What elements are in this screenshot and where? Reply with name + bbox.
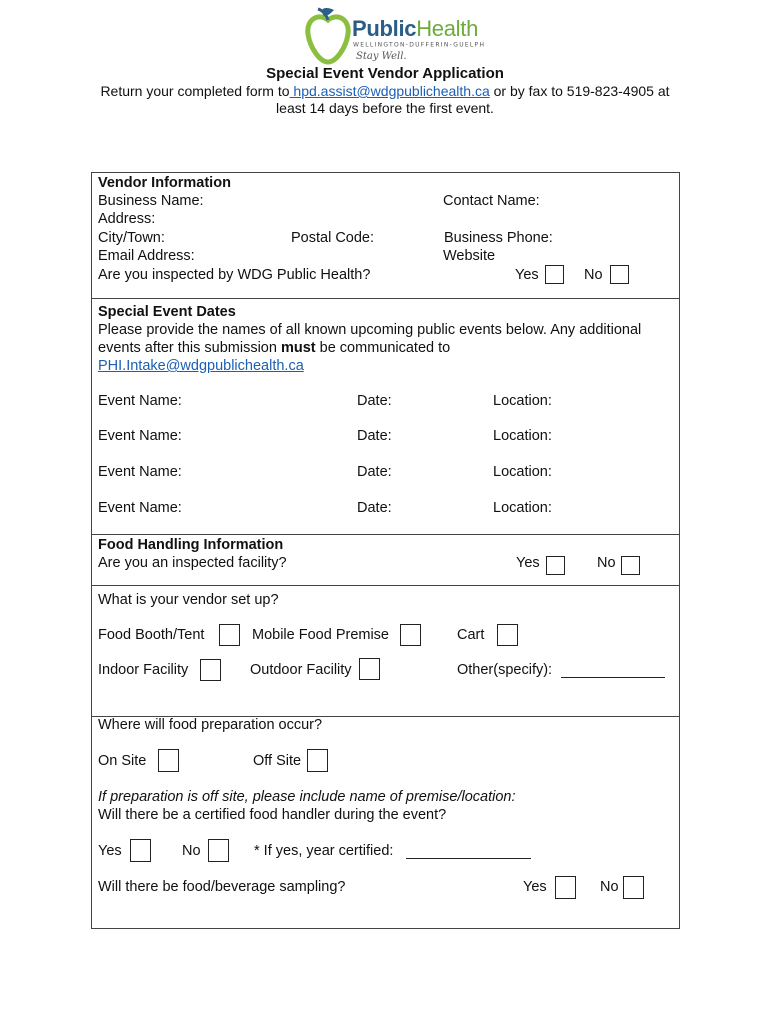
off-site-checkbox[interactable] (307, 749, 328, 772)
event-date-label: Date: (357, 428, 392, 444)
setup-question: What is your vendor set up? (98, 592, 279, 608)
business-name-label: Business Name: (98, 193, 204, 209)
public-health-logo (300, 4, 486, 66)
event-location-label: Location: (493, 393, 552, 409)
outdoor-facility-label: Outdoor Facility (250, 662, 352, 678)
event-location-label: Location: (493, 428, 552, 444)
sampling-yes-checkbox[interactable] (555, 876, 576, 899)
wdg-inspected-no-checkbox[interactable] (610, 265, 629, 284)
handler-no-label: No (182, 843, 201, 859)
food-handler-question: Will there be a certified food handler during the event? (98, 807, 447, 823)
section-divider (91, 298, 680, 299)
email-address-label: Email Address: (98, 248, 195, 264)
wdg-inspected-yes-label: Yes (515, 267, 539, 283)
food-heading: Food Handling Information (98, 537, 284, 553)
logo-name-public: Public (352, 16, 417, 41)
dates-intro-pre: events after this submission (98, 340, 281, 356)
event-name-label: Event Name: (98, 393, 182, 409)
inspected-facility-question: Are you an inspected facility? (98, 555, 287, 571)
dates-intro-line-2 (98, 339, 450, 357)
indoor-facility-label: Indoor Facility (98, 662, 189, 678)
other-specify-field[interactable] (561, 677, 665, 678)
section-divider (91, 534, 680, 535)
inspected-facility-no-label: No (597, 555, 616, 571)
postal-code-label: Postal Code: (291, 230, 375, 246)
assist-email-link[interactable]: hpd.assist@wdgpublichealth.ca (289, 83, 490, 99)
event-name-label: Event Name: (98, 500, 182, 516)
inspected-facility-no-checkbox[interactable] (621, 556, 640, 575)
dates-heading: Special Event Dates (98, 304, 236, 320)
event-name-label: Event Name: (98, 464, 182, 480)
handler-yes-label: Yes (98, 843, 122, 859)
event-location-label: Location: (493, 464, 552, 480)
prep-location-question: Where will food preparation occur? (98, 717, 323, 733)
other-specify-label: Other(specify): (457, 662, 553, 678)
cart-checkbox[interactable] (497, 624, 518, 646)
handler-yes-checkbox[interactable] (130, 839, 151, 862)
event-date-label: Date: (357, 464, 392, 480)
wdg-inspected-yes-checkbox[interactable] (545, 265, 564, 284)
offsite-note: If preparation is off site, please include name of premise/location: (98, 789, 516, 805)
city-label: City/Town: (98, 230, 165, 246)
address-label: Address: (98, 211, 156, 227)
outdoor-facility-checkbox[interactable] (359, 658, 380, 680)
instruction-prefix: Return your completed form to (100, 83, 290, 99)
apple-logo-icon (304, 6, 352, 66)
year-certified-label: * If yes, year certified: (254, 843, 394, 859)
wdg-inspected-no-label: No (584, 267, 603, 283)
indoor-facility-checkbox[interactable] (200, 659, 221, 681)
off-site-label: Off Site (253, 753, 302, 769)
dates-intro-line-1: Please provide the names of all known upcoming public events below. Any additional (98, 322, 642, 338)
inspected-facility-yes-label: Yes (516, 555, 540, 571)
food-booth-checkbox[interactable] (219, 624, 240, 646)
intake-email-wrap (98, 357, 304, 375)
event-date-label: Date: (357, 393, 392, 409)
on-site-label: On Site (98, 753, 147, 769)
form-title: Special Event Vendor Application (266, 65, 504, 82)
section-divider (91, 585, 680, 586)
cart-label: Cart (457, 627, 485, 643)
event-location-label: Location: (493, 500, 552, 516)
logo-region: WELLINGTON-DUFFERIN-GUELPH (353, 41, 486, 49)
handler-no-checkbox[interactable] (208, 839, 229, 862)
mobile-food-label: Mobile Food Premise (252, 627, 389, 643)
instruction-line-1 (0, 82, 770, 100)
dates-intro-must: must (280, 340, 316, 356)
wdg-inspected-question: Are you inspected by WDG Public Health? (98, 267, 371, 283)
contact-name-label: Contact Name: (443, 193, 540, 209)
event-date-label: Date: (357, 500, 392, 516)
instruction-line-2: least 14 days before the first event. (276, 100, 494, 116)
sampling-question: Will there be food/beverage sampling? (98, 879, 346, 895)
vendor-heading: Vendor Information (98, 175, 231, 191)
year-certified-field[interactable] (406, 858, 531, 859)
intake-email-link[interactable]: PHI.Intake@wdgpublichealth.ca (98, 358, 304, 374)
on-site-checkbox[interactable] (158, 749, 179, 772)
mobile-food-checkbox[interactable] (400, 624, 421, 646)
logo-tagline: Stay Well. (356, 51, 407, 62)
business-phone-label: Business Phone: (444, 230, 553, 246)
instruction-suffix: or by fax to 519-823-4905 at (489, 83, 670, 99)
sampling-yes-label: Yes (523, 879, 547, 895)
inspected-facility-yes-checkbox[interactable] (546, 556, 565, 575)
website-label: Website (443, 248, 496, 264)
logo-name-health: Health (416, 16, 479, 41)
food-booth-label: Food Booth/Tent (98, 627, 205, 643)
dates-intro-post: be communicated to (315, 340, 451, 356)
event-name-label: Event Name: (98, 428, 182, 444)
sampling-no-checkbox[interactable] (623, 876, 644, 899)
sampling-no-label: No (600, 879, 619, 895)
